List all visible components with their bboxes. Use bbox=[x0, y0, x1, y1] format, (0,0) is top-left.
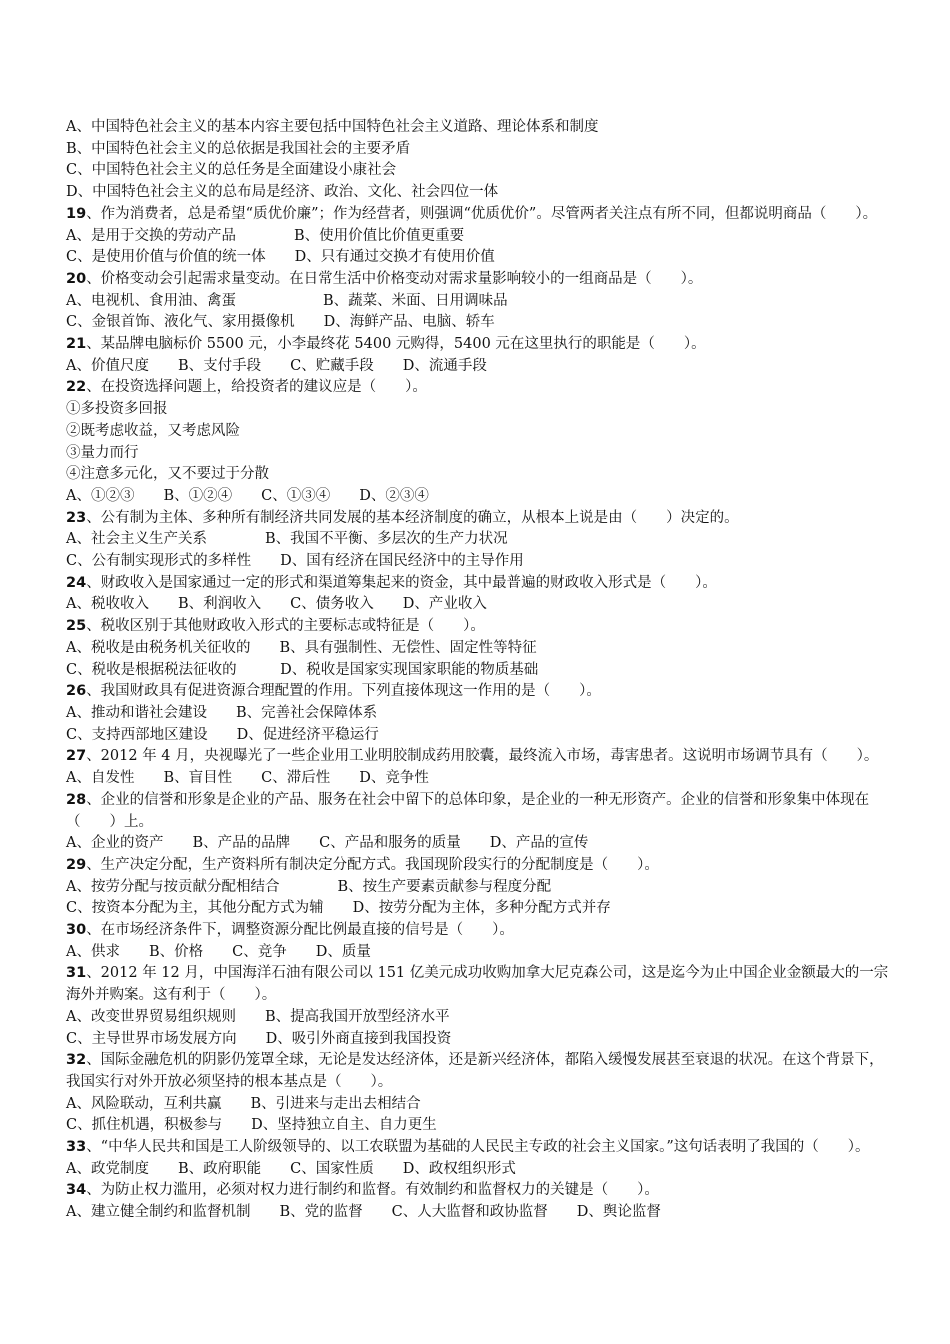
answer-options-line: C、主导世界市场发展方向 D、吸引外商直接到我国投资 bbox=[66, 1030, 452, 1047]
question-28 bbox=[66, 790, 896, 855]
question-stem bbox=[66, 1180, 896, 1202]
question-stem bbox=[66, 377, 896, 399]
question-text: 、作为消费者，总是希望“质优价廉”；作为经营者，则强调“优质优价”。尽管两者关注点有所不同，但都说明商品（ ）。 bbox=[86, 205, 878, 222]
question-stem bbox=[66, 1137, 896, 1159]
answer-options-line: ③量力而行 bbox=[66, 444, 139, 461]
question-number: 26 bbox=[66, 683, 87, 700]
exam-page bbox=[66, 117, 896, 1224]
question-30 bbox=[66, 920, 896, 963]
answer-options-line: C、支持西部地区建设 D、促进经济平稳运行 bbox=[66, 726, 379, 743]
answer-options-line: A、供求 B、价格 C、竞争 D、质量 bbox=[66, 943, 371, 960]
answer-options-line: ④注意多元化，又不要过于分散 bbox=[66, 466, 269, 483]
question-number: 24 bbox=[66, 574, 87, 591]
question-stem bbox=[66, 681, 896, 703]
question-number: 30 bbox=[66, 922, 87, 939]
intro-option-d: D、中国特色社会主义的总布局是经济、政治、文化、社会四位一体 bbox=[66, 184, 499, 201]
question-text: 、在投资选择问题上，给投资者的建议应是（ ）。 bbox=[86, 379, 427, 396]
intro-option-a: A、中国特色社会主义的基本内容主要包括中国特色社会主义道路、理论体系和制度 bbox=[66, 119, 599, 135]
answer-options-line: A、社会主义生产关系 B、我国不平衡、多层次的生产力状况 bbox=[66, 531, 508, 548]
question-text: 、价格变动会引起需求量变动。在日常生活中价格变动对需求量影响较小的一组商品是（ ）。 bbox=[86, 270, 703, 287]
answer-options-line: A、推动和谐社会建设 B、完善社会保障体系 bbox=[66, 704, 378, 721]
answer-options-line: ①多投资多回报 bbox=[66, 401, 168, 418]
question-text: 、生产决定分配，生产资料所有制决定分配方式。我国现阶段实行的分配制度是（ ）。 bbox=[86, 856, 659, 873]
question-25 bbox=[66, 616, 896, 681]
answer-options-line: A、税收是由税务机关征收的 B、具有强制性、无偿性、固定性等特征 bbox=[66, 639, 537, 656]
question-24 bbox=[66, 573, 896, 616]
question-stem bbox=[66, 963, 896, 1006]
question-32 bbox=[66, 1050, 896, 1137]
question-text: 、某品牌电脑标价 5500 元，小李最终花 5400 元购得，5400 元在这里执行的职能是（ ）。 bbox=[86, 336, 706, 353]
question-text: 、在市场经济条件下，调整资源分配比例最直接的信号是（ ）。 bbox=[86, 922, 514, 939]
question-number: 31 bbox=[66, 965, 87, 982]
question-number: 22 bbox=[66, 379, 87, 396]
answer-options-line: C、税收是根据税法征收的 D、税收是国家实现国家职能的物质基础 bbox=[66, 661, 539, 678]
question-23 bbox=[66, 508, 896, 573]
question-29 bbox=[66, 855, 896, 920]
question-text: 、财政收入是国家通过一定的形式和渠道筹集起来的资金，其中最普遍的财政收入形式是（ ）。 bbox=[86, 574, 717, 591]
question-text: 、税收区别于其他财政收入形式的主要标志或特征是（ ）。 bbox=[86, 618, 485, 635]
question-number: 34 bbox=[66, 1182, 87, 1199]
question-stem bbox=[66, 334, 896, 356]
question-number: 29 bbox=[66, 856, 87, 873]
question-stem bbox=[66, 855, 896, 877]
answer-options-line: ②既考虑收益，又考虑风险 bbox=[66, 422, 240, 439]
answer-options-line: A、政党制度 B、政府职能 C、国家性质 D、政权组织形式 bbox=[66, 1160, 516, 1177]
answer-options-line: A、按劳分配与按贡献分配相结合 B、按生产要素贡献参与程度分配 bbox=[66, 878, 552, 895]
answer-options-line: A、电视机、食用油、禽蛋 B、蔬菜、米面、日用调味品 bbox=[66, 292, 508, 309]
question-20 bbox=[66, 269, 896, 334]
answer-options-line: A、建立健全制约和监督机制 B、党的监督 C、人大监督和政协监督 D、舆论监督 bbox=[66, 1204, 661, 1221]
question-stem bbox=[66, 1050, 896, 1093]
question-31 bbox=[66, 963, 896, 1050]
question-stem bbox=[66, 204, 896, 226]
answer-options-line: A、是用于交换的劳动产品 B、使用价值比价值更重要 bbox=[66, 227, 465, 244]
question-stem bbox=[66, 616, 896, 638]
intro-option-c: C、中国特色社会主义的总任务是全面建设小康社会 bbox=[66, 162, 397, 179]
answer-options-line: A、自发性 B、盲目性 C、滞后性 D、竞争性 bbox=[66, 770, 429, 787]
answer-options-line: C、按资本分配为主，其他分配方式为辅 D、按劳分配为主体，多种分配方式并存 bbox=[66, 900, 611, 917]
answer-options-line: C、公有制实现形式的多样性 D、国有经济在国民经济中的主导作用 bbox=[66, 553, 524, 570]
question-stem bbox=[66, 920, 896, 942]
question-text: 、2012 年 4 月，央视曝光了一些企业用工业明胶制成药用胶囊，最终流入市场，毒害患者。这说明市场调节具有（ ）。 bbox=[86, 748, 879, 765]
question-33 bbox=[66, 1137, 896, 1180]
answer-options-line: A、税收收入 B、利润收入 C、债务收入 D、产业收入 bbox=[66, 596, 487, 613]
question-34 bbox=[66, 1180, 896, 1223]
question-text: 、2012 年 12 月，中国海洋石油有限公司以 151 亿美元成功收购加拿大尼克森公司，这是迄今为止中国企业金额最大的一宗海外并购案。这有利于（ ）。 bbox=[66, 965, 889, 1004]
question-stem bbox=[66, 790, 896, 833]
question-number: 20 bbox=[66, 270, 87, 287]
question-text: 、为防止权力滥用，必须对权力进行制约和监督。有效制约和监督权力的关键是（ ）。 bbox=[86, 1182, 659, 1199]
question-number: 23 bbox=[66, 509, 87, 526]
question-26 bbox=[66, 681, 896, 746]
question-number: 27 bbox=[66, 748, 87, 765]
question-number: 25 bbox=[66, 618, 87, 635]
question-stem bbox=[66, 508, 896, 530]
question-21 bbox=[66, 334, 896, 377]
question-number: 19 bbox=[66, 205, 87, 222]
answer-options-line: A、价值尺度 B、支付手段 C、贮藏手段 D、流通手段 bbox=[66, 357, 487, 374]
question-list bbox=[66, 204, 896, 1224]
question-text: 、国际金融危机的阴影仍笼罩全球，无论是发达经济体，还是新兴经济体，都陷入缓慢发展甚至衰退的状况。在这个背景下，我国实行对外开放必须坚持的根本基点是（ ）。 bbox=[66, 1052, 884, 1090]
answer-options-line: A、企业的资产 B、产品的品牌 C、产品和服务的质量 D、产品的宣传 bbox=[66, 835, 589, 852]
question-19 bbox=[66, 204, 896, 269]
question-number: 32 bbox=[66, 1052, 87, 1069]
answer-options-line: A、①②③ B、①②④ C、①③④ D、②③④ bbox=[66, 487, 429, 504]
question-stem bbox=[66, 573, 896, 595]
question-number: 33 bbox=[66, 1139, 87, 1156]
question-number: 28 bbox=[66, 791, 87, 808]
question-text: 、“中华人民共和国是工人阶级领导的、以工农联盟为基础的人民民主专政的社会主义国家。”这句话表明了我国的（ ）。 bbox=[86, 1139, 870, 1156]
question-stem bbox=[66, 269, 896, 291]
answer-options-line: C、是使用价值与价值的统一体 D、只有通过交换才有使用价值 bbox=[66, 249, 495, 266]
question-text: 、公有制为主体、多种所有制经济共同发展的基本经济制度的确立，从根本上说是由（ ）决定的。 bbox=[86, 509, 739, 526]
question-number: 21 bbox=[66, 336, 87, 353]
question-22 bbox=[66, 377, 896, 507]
question-stem bbox=[66, 746, 896, 768]
question-text: 、我国财政具有促进资源合理配置的作用。下列直接体现这一作用的是（ ）。 bbox=[86, 683, 601, 700]
answer-options-line: A、风险联动，互利共赢 B、引进来与走出去相结合 bbox=[66, 1095, 421, 1112]
question-27 bbox=[66, 746, 896, 789]
intro-option-b: B、中国特色社会主义的总依据是我国社会的主要矛盾 bbox=[66, 140, 411, 157]
answer-options-line: C、抓住机遇，积极参与 D、坚持独立自主、自力更生 bbox=[66, 1117, 437, 1134]
question-text: 、企业的信誉和形象是企业的产品、服务在社会中留下的总体印象，是企业的一种无形资产。企业的信誉和形象集中体现在（ ）上。 bbox=[66, 791, 870, 830]
answer-options-line: A、改变世界贸易组织规则 B、提高我国开放型经济水平 bbox=[66, 1008, 450, 1025]
answer-options-line: C、金银首饰、液化气、家用摄像机 D、海鲜产品、电脑、轿车 bbox=[66, 314, 495, 331]
